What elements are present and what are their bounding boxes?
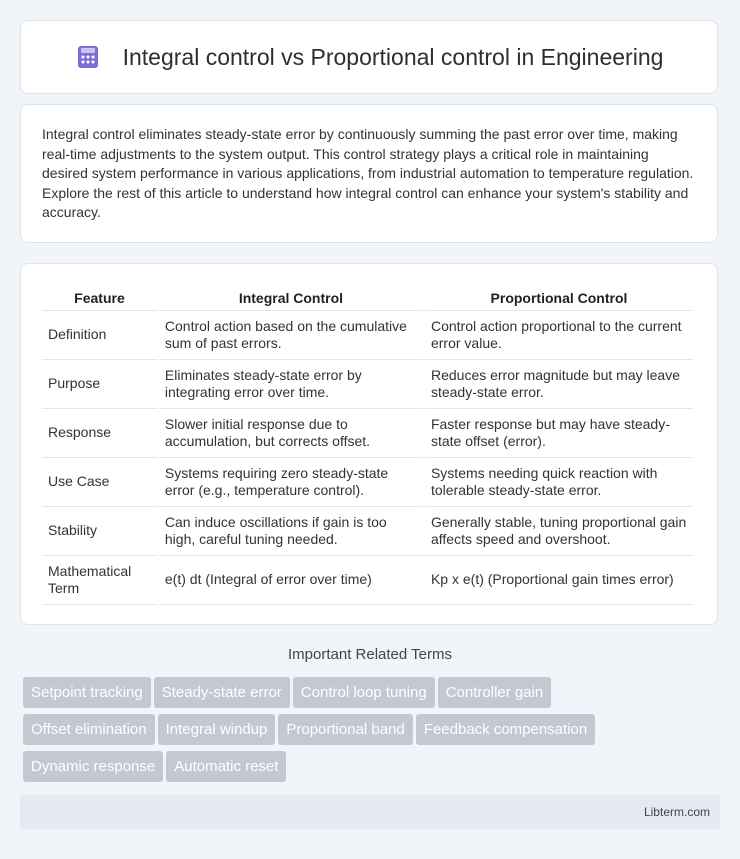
column-header: Feature xyxy=(42,284,157,311)
table-row xyxy=(42,409,693,458)
table-cell: Use Case xyxy=(42,458,157,507)
table-cell: Control action proportional to the current error value. xyxy=(425,311,693,360)
header-card xyxy=(20,20,718,94)
table-cell: e(t) dt (Integral of error over time) xyxy=(159,556,423,605)
table-cell: Purpose xyxy=(42,360,157,409)
table-cell: Definition xyxy=(42,311,157,360)
table-row xyxy=(42,458,693,507)
related-term-tag[interactable]: Control loop tuning xyxy=(293,677,435,708)
related-terms-list xyxy=(23,677,723,788)
table-row xyxy=(42,507,693,556)
table-cell: Eliminates steady-state error by integrating error over time. xyxy=(159,360,423,409)
calculator-icon xyxy=(75,44,101,70)
table-cell: Systems needing quick reaction with tolerable steady-state error. xyxy=(425,458,693,507)
table-cell: Generally stable, tuning proportional gain affects speed and overshoot. xyxy=(425,507,693,556)
table-cell: Reduces error magnitude but may leave steady-state error. xyxy=(425,360,693,409)
page-title: Integral control vs Proportional control in Engineering xyxy=(122,43,664,70)
column-header: Integral Control xyxy=(159,284,423,311)
intro-text: Integral control eliminates steady-state error by continuously summing the past error over time, making real-time adjustments to the system output. This control strategy plays a critical role in maintaining desired system performance in various applications, from industrial automation to temperature regulation. Explore the rest of this article to understand how integral control can enhance your system's stability and accuracy. xyxy=(42,126,694,221)
related-term-tag[interactable]: Setpoint tracking xyxy=(23,677,151,708)
table-cell: Mathematical Term xyxy=(42,556,157,605)
related-term-tag[interactable]: Proportional band xyxy=(278,714,412,745)
related-terms-title: Important Related Terms xyxy=(288,646,452,663)
related-term-tag[interactable]: Steady-state error xyxy=(154,677,290,708)
table-cell: Kp x e(t) (Proportional gain times error) xyxy=(425,556,693,605)
table-cell: Stability xyxy=(42,507,157,556)
related-term-tag[interactable]: Integral windup xyxy=(158,714,276,745)
footer-site-link[interactable]: Libterm.com xyxy=(643,805,710,819)
footer xyxy=(20,795,720,829)
column-header: Proportional Control xyxy=(425,284,693,311)
intro-card xyxy=(20,104,718,243)
related-term-tag[interactable]: Automatic reset xyxy=(166,751,286,782)
table-cell: Control action based on the cumulative sum of past errors. xyxy=(159,311,423,360)
comparison-table xyxy=(40,284,695,605)
related-term-tag[interactable]: Controller gain xyxy=(438,677,552,708)
table-cell: Can induce oscillations if gain is too high, careful tuning needed. xyxy=(159,507,423,556)
table-cell: Faster response but may have steady-state offset (error). xyxy=(425,409,693,458)
comparison-card xyxy=(20,263,718,625)
related-term-tag[interactable]: Feedback compensation xyxy=(416,714,595,745)
table-cell: Response xyxy=(42,409,157,458)
table-header-row xyxy=(42,284,693,311)
table-row xyxy=(42,556,693,605)
table-cell: Systems requiring zero steady-state error (e.g., temperature control). xyxy=(159,458,423,507)
related-term-tag[interactable]: Dynamic response xyxy=(23,751,163,782)
table-row xyxy=(42,360,693,409)
table-cell: Slower initial response due to accumulation, but corrects offset. xyxy=(159,409,423,458)
related-term-tag[interactable]: Offset elimination xyxy=(23,714,155,745)
table-row xyxy=(42,311,693,360)
